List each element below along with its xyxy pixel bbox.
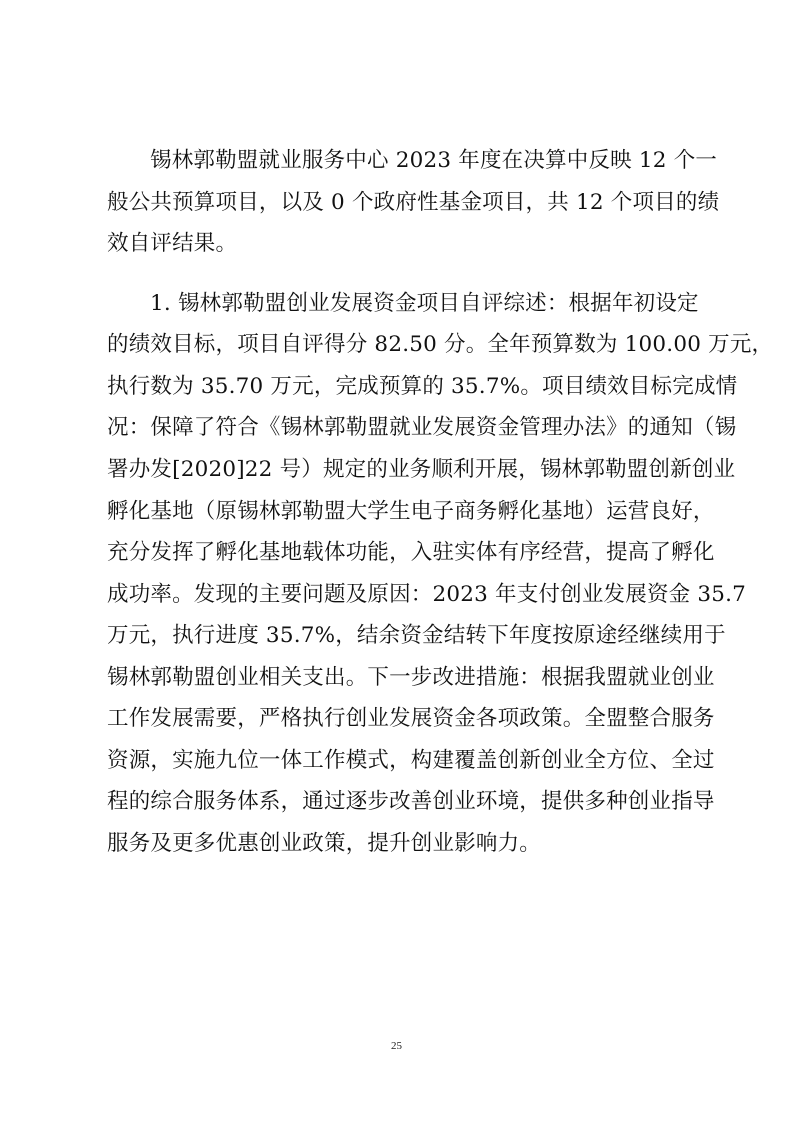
paragraph-line: 效自评结果。 [107, 231, 238, 256]
paragraph-line: 执行数为 35.70 万元，完成预算的 35.7%。项目绩效目标完成情 [107, 374, 738, 399]
paragraph-line: 资源，实施九位一体工作模式，构建覆盖创新创业全方位、全过 [107, 748, 715, 773]
paragraph-line: 锡林郭勒盟就业服务中心 2023 年度在决算中反映 12 个一 [150, 148, 718, 173]
paragraph-line: 1. 锡林郭勒盟创业发展资金项目自评综述：根据年初设定 [150, 291, 699, 316]
paragraph-line: 锡林郭勒盟创业相关支出。下一步改进措施：根据我盟就业创业 [107, 665, 715, 690]
page-number: 25 [391, 1040, 402, 1052]
paragraph-line: 况：保障了符合《锡林郭勒盟就业发展资金管理办法》的通知（锡 [107, 415, 737, 440]
paragraph-line: 充分发挥了孵化基地载体功能，入驻实体有序经营，提高了孵化 [107, 540, 715, 565]
paragraph-line: 成功率。发现的主要问题及原因：2023 年支付创业发展资金 35.7 [107, 582, 747, 607]
paragraph-line: 署办发[2020]22 号）规定的业务顺利开展，锡林郭勒盟创新创业 [107, 457, 736, 482]
paragraph-line: 工作发展需要，严格执行创业发展资金各项政策。全盟整合服务 [107, 706, 715, 731]
paragraph-line: 服务及更多优惠创业政策，提升创业影响力。 [107, 831, 542, 856]
paragraph-line: 孵化基地（原锡林郭勒盟大学生电子商务孵化基地）运营良好， [107, 499, 715, 524]
paragraph-line: 万元，执行进度 35.7%，结余资金结转下年度按原途经继续用于 [107, 623, 726, 648]
paragraph-line: 的绩效目标，项目自评得分 82.50 分。全年预算数为 100.00 万元， [107, 332, 774, 357]
paragraph-line: 般公共预算项目，以及 0 个政府性基金项目，共 12 个项目的绩 [107, 190, 720, 215]
paragraph-line: 程的综合服务体系，通过逐步改善创业环境，提供多种创业指导 [107, 789, 715, 814]
